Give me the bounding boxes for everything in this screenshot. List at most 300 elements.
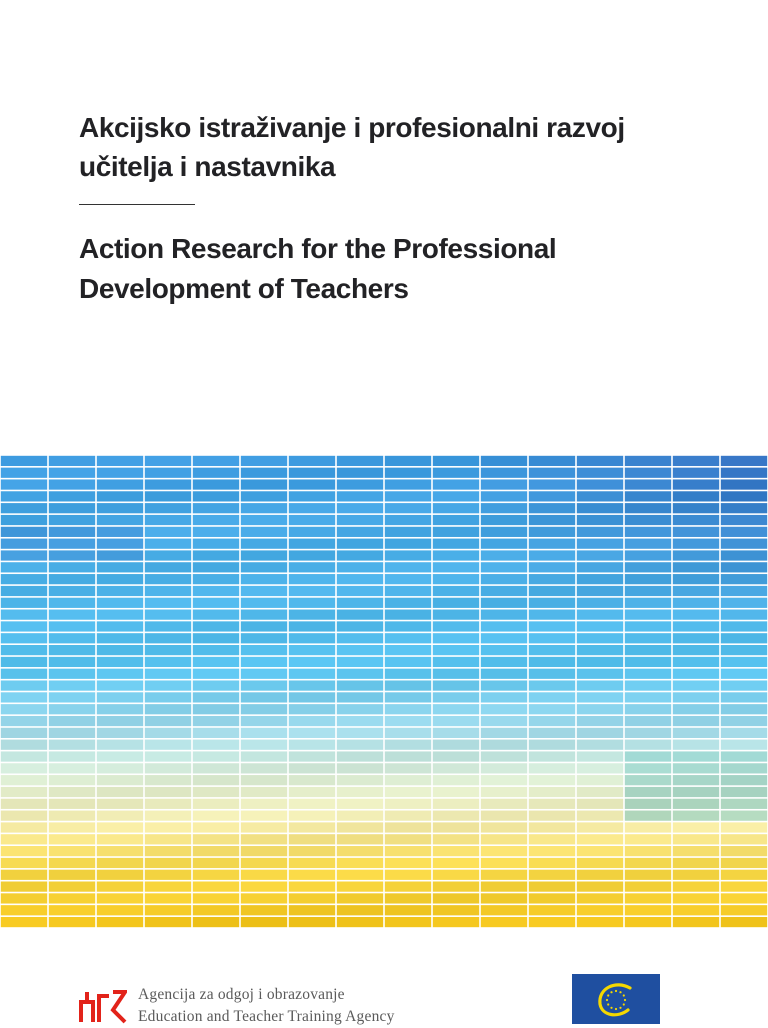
- coe-star-icon: [610, 1007, 612, 1009]
- mosaic-tile: [193, 657, 239, 667]
- mosaic-tile: [1, 704, 47, 714]
- mosaic-tile: [289, 787, 335, 797]
- mosaic-tile: [49, 834, 95, 844]
- mosaic-tile: [97, 669, 143, 679]
- mosaic-tile: [289, 539, 335, 549]
- mosaic-tile: [673, 846, 719, 856]
- mosaic-tile: [625, 621, 671, 631]
- mosaic-tile: [289, 870, 335, 880]
- mosaic-tile: [529, 598, 575, 608]
- mosaic-tile: [241, 610, 287, 620]
- mosaic-tile: [529, 799, 575, 809]
- mosaic-tile: [577, 905, 623, 915]
- mosaic-tile: [481, 882, 527, 892]
- mosaic-tile: [289, 917, 335, 927]
- mosaic-tile: [49, 657, 95, 667]
- mosaic-tile: [385, 645, 431, 655]
- mosaic-tile: [433, 669, 479, 679]
- mosaic-tile: [577, 882, 623, 892]
- mosaic-tile: [49, 858, 95, 868]
- mosaic-tile: [385, 834, 431, 844]
- mosaic-tile: [1, 621, 47, 631]
- mosaic-tile: [337, 775, 383, 785]
- mosaic-tile: [529, 822, 575, 832]
- mosaic-tile: [577, 834, 623, 844]
- mosaic-tile: [49, 822, 95, 832]
- mosaic-tile: [673, 692, 719, 702]
- mosaic-tile: [337, 479, 383, 489]
- mosaic-tile: [145, 846, 191, 856]
- mosaic-tile: [433, 503, 479, 513]
- mosaic-tile: [385, 917, 431, 927]
- mosaic-tile: [193, 456, 239, 466]
- mosaic-tile: [577, 633, 623, 643]
- mosaic-tile: [193, 468, 239, 478]
- mosaic-tile: [1, 799, 47, 809]
- mosaic-tile: [529, 870, 575, 880]
- mosaic-tile: [721, 716, 767, 726]
- mosaic-tile: [145, 893, 191, 903]
- mosaic-tile: [673, 574, 719, 584]
- mosaic-tile: [289, 834, 335, 844]
- mosaic-tile: [385, 680, 431, 690]
- mosaic-tile: [673, 479, 719, 489]
- mosaic-tile: [577, 669, 623, 679]
- mosaic-tile: [625, 822, 671, 832]
- mosaic-tile: [673, 728, 719, 738]
- mosaic-tile: [193, 598, 239, 608]
- mosaic-tile: [529, 574, 575, 584]
- mosaic-tile: [481, 621, 527, 631]
- mosaic-tile: [529, 704, 575, 714]
- coe-star-icon: [624, 999, 626, 1001]
- mosaic-tile: [1, 574, 47, 584]
- mosaic-tile: [625, 610, 671, 620]
- mosaic-tile: [577, 610, 623, 620]
- mosaic-tile: [1, 645, 47, 655]
- mosaic-tile: [337, 680, 383, 690]
- mosaic-tile: [721, 562, 767, 572]
- mosaic-tile: [193, 893, 239, 903]
- mosaic-tile: [193, 503, 239, 513]
- mosaic-tile: [289, 610, 335, 620]
- mosaic-tile: [721, 633, 767, 643]
- mosaic-tile: [1, 598, 47, 608]
- mosaic-tile: [625, 562, 671, 572]
- mosaic-tile: [193, 574, 239, 584]
- mosaic-tile: [481, 787, 527, 797]
- mosaic-tile: [673, 799, 719, 809]
- mosaic-tile: [337, 657, 383, 667]
- mosaic-tile: [193, 479, 239, 489]
- mosaic-tile: [97, 574, 143, 584]
- mosaic-tile: [673, 491, 719, 501]
- mosaic-tile: [673, 680, 719, 690]
- mosaic-tile: [97, 550, 143, 560]
- mosaic-tile: [97, 692, 143, 702]
- mosaic-tile: [145, 621, 191, 631]
- mosaic-tile: [1, 527, 47, 537]
- mosaic-tile: [721, 870, 767, 880]
- mosaic-tile: [241, 479, 287, 489]
- mosaic-tile: [193, 704, 239, 714]
- mosaic-tile: [289, 574, 335, 584]
- mosaic-tile: [673, 775, 719, 785]
- mosaic-tile: [433, 491, 479, 501]
- mosaic-tile: [337, 550, 383, 560]
- mosaic-tile: [289, 503, 335, 513]
- mosaic-tile: [1, 479, 47, 489]
- mosaic-tile: [385, 574, 431, 584]
- mosaic-tile: [529, 740, 575, 750]
- mosaic-tile: [481, 858, 527, 868]
- mosaic-tile: [1, 882, 47, 892]
- mosaic-tile: [385, 775, 431, 785]
- mosaic-tile: [49, 539, 95, 549]
- mosaic-tile: [529, 468, 575, 478]
- mosaic-tile: [529, 728, 575, 738]
- mosaic-graphic: [0, 455, 768, 928]
- mosaic-tile: [49, 728, 95, 738]
- mosaic-tile: [241, 811, 287, 821]
- mosaic-tile: [97, 822, 143, 832]
- mosaic-tile: [193, 740, 239, 750]
- mosaic-tile: [193, 527, 239, 537]
- mosaic-tile: [241, 539, 287, 549]
- mosaic-tile: [481, 491, 527, 501]
- mosaic-tile: [385, 621, 431, 631]
- mosaic-tile: [529, 539, 575, 549]
- mosaic-tile: [1, 539, 47, 549]
- mosaic-tile: [481, 680, 527, 690]
- mosaic-tile: [721, 893, 767, 903]
- mosaic-tile: [625, 539, 671, 549]
- mosaic-tile: [1, 562, 47, 572]
- mosaic-tile: [145, 680, 191, 690]
- mosaic-tile: [625, 905, 671, 915]
- mosaic-tile: [97, 586, 143, 596]
- mosaic-tile: [385, 456, 431, 466]
- mosaic-tile: [433, 704, 479, 714]
- mosaic-tile: [337, 834, 383, 844]
- title-croatian-line-1: Akcijsko istraživanje i profesionalni razvoj: [79, 112, 625, 143]
- mosaic-tile: [721, 834, 767, 844]
- mosaic-tile: [385, 479, 431, 489]
- mosaic-tile: [625, 846, 671, 856]
- mosaic-tile: [433, 468, 479, 478]
- mosaic-tile: [337, 870, 383, 880]
- mosaic-tile: [481, 716, 527, 726]
- mosaic-tile: [289, 468, 335, 478]
- mosaic-tile: [625, 716, 671, 726]
- mosaic-tile: [673, 468, 719, 478]
- mosaic-tile: [481, 574, 527, 584]
- mosaic-tile: [193, 716, 239, 726]
- mosaic-tile: [625, 751, 671, 761]
- mosaic-tile: [721, 491, 767, 501]
- mosaic-tile: [529, 763, 575, 773]
- mosaic-tile: [529, 491, 575, 501]
- mosaic-tile: [97, 728, 143, 738]
- mosaic-tile: [49, 515, 95, 525]
- mosaic-tile: [289, 680, 335, 690]
- agency-name-english: Education and Teacher Training Agency: [138, 1008, 395, 1025]
- mosaic-tile: [721, 550, 767, 560]
- mosaic-tile: [481, 870, 527, 880]
- mosaic-tile: [145, 456, 191, 466]
- mosaic-tile: [481, 763, 527, 773]
- mosaic-tile: [433, 562, 479, 572]
- mosaic-tile: [673, 870, 719, 880]
- mosaic-tile: [481, 692, 527, 702]
- mosaic-tile: [193, 728, 239, 738]
- mosaic-tile: [97, 527, 143, 537]
- mosaic-tile: [337, 811, 383, 821]
- mosaic-tile: [145, 503, 191, 513]
- mosaic-tile: [721, 669, 767, 679]
- mosaic-tile: [49, 846, 95, 856]
- mosaic-tile: [241, 633, 287, 643]
- mosaic-tile: [49, 598, 95, 608]
- mosaic-tile: [625, 893, 671, 903]
- mosaic-tile: [433, 610, 479, 620]
- mosaic-tile: [145, 917, 191, 927]
- mosaic-tile: [385, 799, 431, 809]
- mosaic-tile: [1, 858, 47, 868]
- mosaic-tile: [529, 515, 575, 525]
- mosaic-tile: [673, 811, 719, 821]
- mosaic-tile: [337, 503, 383, 513]
- mosaic-tile: [433, 917, 479, 927]
- mosaic-tile: [49, 692, 95, 702]
- mosaic-tile: [241, 728, 287, 738]
- mosaic-tile: [721, 787, 767, 797]
- coe-star-icon: [607, 1003, 609, 1005]
- mosaic-tile: [625, 728, 671, 738]
- mosaic-tile: [673, 751, 719, 761]
- mosaic-tile: [49, 586, 95, 596]
- mosaic-tile: [49, 905, 95, 915]
- mosaic-tile: [433, 858, 479, 868]
- mosaic-tile: [673, 787, 719, 797]
- mosaic-tile: [625, 692, 671, 702]
- mosaic-tile: [241, 893, 287, 903]
- mosaic-tile: [481, 456, 527, 466]
- mosaic-tile: [529, 633, 575, 643]
- mosaic-tile: [721, 610, 767, 620]
- mosaic-tile: [625, 811, 671, 821]
- mosaic-tile: [145, 751, 191, 761]
- mosaic-tile: [97, 657, 143, 667]
- mosaic-tile: [241, 763, 287, 773]
- mosaic-tile: [337, 893, 383, 903]
- mosaic-tile: [241, 586, 287, 596]
- mosaic-tile: [241, 882, 287, 892]
- mosaic-tile: [577, 716, 623, 726]
- mosaic-tile: [97, 763, 143, 773]
- mosaic-tile: [97, 870, 143, 880]
- mosaic-tile: [481, 633, 527, 643]
- mosaic-tile: [385, 716, 431, 726]
- mosaic-tile: [433, 905, 479, 915]
- mosaic-tile: [289, 515, 335, 525]
- mosaic-tile: [577, 680, 623, 690]
- mosaic-tile: [433, 586, 479, 596]
- mosaic-tile: [433, 763, 479, 773]
- mosaic-tile: [673, 822, 719, 832]
- mosaic-tile: [289, 763, 335, 773]
- mosaic-tile: [337, 586, 383, 596]
- mosaic-tile: [385, 633, 431, 643]
- mosaic-tile: [337, 468, 383, 478]
- mosaic-tile: [625, 704, 671, 714]
- mosaic-tile: [625, 527, 671, 537]
- mosaic-tile: [1, 775, 47, 785]
- mosaic-tile: [337, 846, 383, 856]
- mosaic-tile: [1, 811, 47, 821]
- mosaic-tile: [481, 775, 527, 785]
- mosaic-tile: [577, 550, 623, 560]
- mosaic-tile: [193, 822, 239, 832]
- mosaic-tile: [193, 539, 239, 549]
- mosaic-tile: [49, 917, 95, 927]
- mosaic-tile: [1, 917, 47, 927]
- mosaic-tile: [577, 728, 623, 738]
- mosaic-tile: [145, 905, 191, 915]
- mosaic-tile: [385, 882, 431, 892]
- mosaic-tile: [721, 917, 767, 927]
- mosaic-tile: [97, 787, 143, 797]
- mosaic-tile: [481, 645, 527, 655]
- mosaic-tile: [49, 491, 95, 501]
- mosaic-tile: [97, 834, 143, 844]
- mosaic-tile: [1, 751, 47, 761]
- mosaic-tile: [193, 680, 239, 690]
- mosaic-tile: [1, 846, 47, 856]
- mosaic-tile: [529, 645, 575, 655]
- mosaic-tile: [577, 527, 623, 537]
- mosaic-tile: [529, 858, 575, 868]
- mosaic-tile: [145, 515, 191, 525]
- mosaic-tile: [625, 740, 671, 750]
- title-english-line-2: Development of Teachers: [79, 273, 409, 304]
- mosaic-tile: [625, 598, 671, 608]
- mosaic-tile: [145, 550, 191, 560]
- mosaic-tile: [1, 491, 47, 501]
- title-croatian-line-2: učitelja i nastavnika: [79, 151, 336, 182]
- mosaic-tile: [433, 775, 479, 785]
- mosaic-tile: [193, 515, 239, 525]
- mosaic-tile: [337, 574, 383, 584]
- mosaic-tile: [481, 905, 527, 915]
- mosaic-tile: [337, 917, 383, 927]
- mosaic-tile: [673, 610, 719, 620]
- mosaic-tile: [721, 598, 767, 608]
- mosaic-tile: [385, 539, 431, 549]
- mosaic-tile: [577, 704, 623, 714]
- mosaic-tile: [673, 657, 719, 667]
- mosaic-tile: [241, 657, 287, 667]
- mosaic-tile: [529, 893, 575, 903]
- mosaic-tile: [529, 669, 575, 679]
- mosaic-tile: [241, 799, 287, 809]
- title-english-line-1: Action Research for the Professional: [79, 233, 557, 264]
- mosaic-tile: [1, 905, 47, 915]
- mosaic-tile: [49, 799, 95, 809]
- mosaic-tile: [289, 692, 335, 702]
- mosaic-tile: [289, 479, 335, 489]
- mosaic-tile: [625, 633, 671, 643]
- mosaic-tile: [289, 598, 335, 608]
- mosaic-tile: [529, 550, 575, 560]
- mosaic-tile: [193, 917, 239, 927]
- mosaic-tile: [289, 822, 335, 832]
- mosaic-tile: [1, 680, 47, 690]
- mosaic-tile: [145, 704, 191, 714]
- mosaic-tile: [193, 834, 239, 844]
- mosaic-tile: [433, 822, 479, 832]
- mosaic-tile: [721, 858, 767, 868]
- mosaic-tile: [337, 515, 383, 525]
- mosaic-tile: [433, 645, 479, 655]
- mosaic-tile: [289, 728, 335, 738]
- mosaic-tile: [49, 479, 95, 489]
- mosaic-tile: [337, 669, 383, 679]
- mosaic-tile: [529, 610, 575, 620]
- mosaic-tile: [577, 787, 623, 797]
- mosaic-tile: [529, 846, 575, 856]
- mosaic-tile: [577, 657, 623, 667]
- mosaic-tile: [49, 716, 95, 726]
- coe-star-icon: [606, 999, 608, 1001]
- mosaic-tile: [145, 610, 191, 620]
- mosaic-tile: [337, 728, 383, 738]
- mosaic-tile: [481, 834, 527, 844]
- mosaic-tile: [241, 787, 287, 797]
- mosaic-tile: [49, 740, 95, 750]
- mosaic-tile: [241, 751, 287, 761]
- mosaic-tile: [625, 586, 671, 596]
- mosaic-tile: [721, 539, 767, 549]
- mosaic-tile: [241, 822, 287, 832]
- mosaic-tile: [433, 728, 479, 738]
- mosaic-tile: [145, 669, 191, 679]
- mosaic-tile: [193, 586, 239, 596]
- mosaic-tile: [289, 669, 335, 679]
- mosaic-tile: [625, 799, 671, 809]
- mosaic-tile: [529, 716, 575, 726]
- mosaic-tile: [529, 657, 575, 667]
- mosaic-tile: [433, 692, 479, 702]
- mosaic-tile: [481, 799, 527, 809]
- mosaic-tile: [673, 905, 719, 915]
- mosaic-tile: [49, 811, 95, 821]
- mosaic-tile: [241, 905, 287, 915]
- mosaic-tile: [337, 799, 383, 809]
- mosaic-tile: [337, 491, 383, 501]
- mosaic-tile: [577, 503, 623, 513]
- mosaic-tile: [433, 787, 479, 797]
- mosaic-tile: [721, 503, 767, 513]
- mosaic-tile: [337, 787, 383, 797]
- cover-mosaic: [0, 455, 768, 928]
- mosaic-tile: [337, 692, 383, 702]
- mosaic-tile: [673, 645, 719, 655]
- mosaic-tile: [193, 562, 239, 572]
- mosaic-tile: [385, 503, 431, 513]
- mosaic-tile: [577, 775, 623, 785]
- mosaic-tile: [1, 716, 47, 726]
